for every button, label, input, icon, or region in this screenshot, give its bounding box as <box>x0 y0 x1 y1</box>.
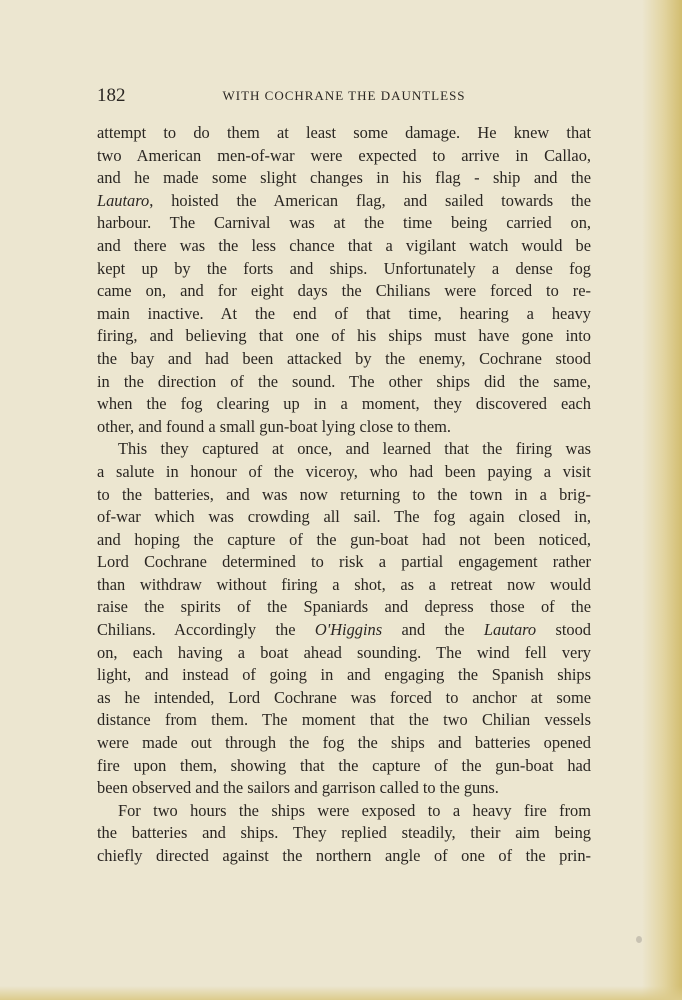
ship-name-italic: Lautaro <box>483 620 537 640</box>
text-line: main inactive. At the end of that time, hearing a heavy <box>97 303 591 323</box>
text-line: came on, and for eight days the Chilians were forced to re- <box>97 281 591 301</box>
ship-name-italic: O'Higgins <box>314 620 383 640</box>
text-line: attempt to do them at least some damage. He knew that <box>97 123 591 142</box>
text-line: Lord Cochrane determined to risk a partial engagement rather <box>97 552 591 572</box>
text-line: been observed and the sailors and garrison called to the guns. <box>97 778 499 798</box>
text-line: This they captured at once, and learned that the firing was <box>118 439 591 459</box>
ship-name-italic: Lautaro <box>97 190 150 210</box>
running-head: WITH COCHRANE THE DAUNTLESS <box>222 88 466 103</box>
text-line: raise the spirits of the Spaniards and depress those of the <box>97 597 591 617</box>
paper-spot <box>636 936 642 943</box>
text-line: two American men-of-war were expected to arrive in Callao, <box>97 145 591 165</box>
text-line: and hoping the capture of the gun-boat had not been noticed, <box>97 529 591 549</box>
text-line: Lautaro, hoisted the American flag, and sailed towards the <box>97 190 591 210</box>
text-line: chiefly directed against the northern angle of one of the prin- <box>97 846 591 865</box>
text-line: as he intended, Lord Cochrane was forced to anchor at some <box>97 687 591 707</box>
page-number: 182 <box>97 85 126 106</box>
page-header <box>97 85 591 107</box>
page-edge-shadow <box>642 0 682 1000</box>
text-line: were made out through the fog the ships and batteries opened <box>97 733 591 753</box>
text-line: light, and instead of going in and engaging the Spanish ships <box>97 665 591 685</box>
page-bottom-shadow <box>0 986 682 1000</box>
text-line: to the batteries, and was now returning to the town in a brig- <box>97 484 591 504</box>
text-line: when the fog clearing up in a moment, they discovered each <box>97 394 591 414</box>
text-line: harbour. The Carnival was at the time being carried on, <box>97 213 591 233</box>
text-line: distance from them. The moment that the two Chilian vessels <box>97 710 591 730</box>
text-line: other, and found a small gun-boat lying close to them. <box>97 416 451 436</box>
text-line: Chilians. Accordingly the O'Higgins and the Lautaro stood <box>97 620 591 640</box>
text-line: firing, and believing that one of his ships must have gone into <box>97 326 591 346</box>
text-line: kept up by the forts and ships. Unfortunately a dense fog <box>97 258 591 278</box>
text-line: For two hours the ships were exposed to a heavy fire from <box>118 800 591 820</box>
text-line: of-war which was crowding all sail. The fog again closed in, <box>97 507 591 527</box>
text-line: the bay and had been attacked by the enemy, Cochrane stood <box>97 348 591 368</box>
text-line: on, each having a boat ahead sounding. The wind fell very <box>97 642 591 662</box>
text-line: a salute in honour of the viceroy, who had been paying a visit <box>97 461 591 481</box>
text-line: than withdraw without firing a shot, as a retreat now would <box>97 574 591 594</box>
text-line: in the direction of the sound. The other ships did the same, <box>97 371 591 391</box>
text-line: and he made some slight changes in his flag - ship and the <box>97 168 591 188</box>
text-line: and there was the less chance that a vigilant watch would be <box>97 235 591 255</box>
body-text <box>97 122 591 868</box>
text-line: the batteries and ships. They replied steadily, their aim being <box>97 823 591 843</box>
text-line: fire upon them, showing that the capture of the gun-boat had <box>97 755 591 775</box>
